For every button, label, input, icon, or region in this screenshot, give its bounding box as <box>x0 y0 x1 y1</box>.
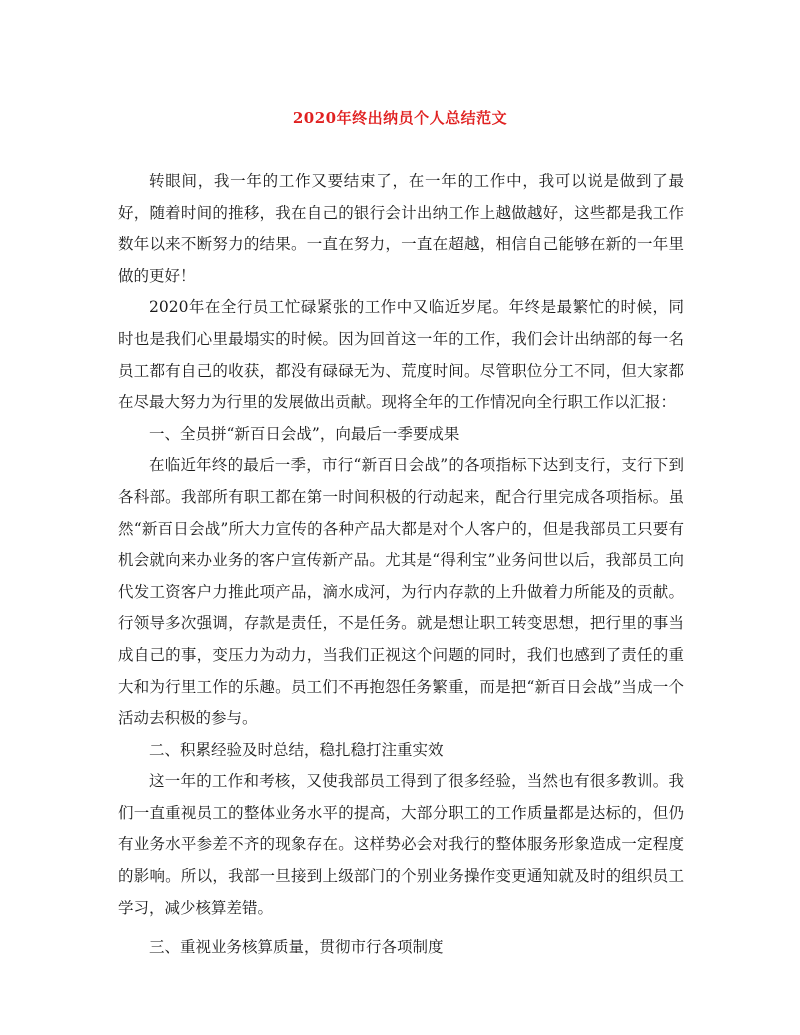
overview-paragraph: 2020年在全行员工忙碌紧张的工作中又临近岁尾。年终是最繁忙的时候，同时也是我们心里最塌实的时候。因为回首这一年的工作，我们会计出纳部的每一名员工都有自己的收获，都没有碌碌无为、荒度时间。尽管职位分工不同，但大家都在尽最大努力为行里的发展做出贡献。现将全年的工作情况向全行职工作以汇报： <box>118 298 684 412</box>
document-body <box>118 166 684 964</box>
section-1-paragraph: 在临近年终的最后一季，市行“新百日会战”的各项指标下达到支行，支行下到各科部。我部所有职工都在第一时间积极的行动起来，配合行里完成各项指标。虽然“新百日会战”所大力宣传的各种产品大都是对个人客户的，但是我部员工只要有机会就向来办业务的客户宣传新产品。尤其是“得利宝”业务问世以后，我部员工向代发工资客户力推此项产品，滴水成河，为行内存款的上升做着力所能及的贡献。行领导多次强调，存款是责任，不是任务。就是想让职工转变思想，把行里的事当成自己的事，变压力为动力，当我们正视这个问题的同时，我们也感到了责任的重大和为行里工作的乐趣。员工们不再抱怨任务繁重，而是把“新百日会战”当成一个活动去积极的参与。 <box>118 456 684 728</box>
section-heading-3: 三、重视业务核算质量，贯彻市行各项制度 <box>149 938 444 957</box>
document-title: 2020年终出纳员个人总结范文 <box>292 109 508 127</box>
section-heading-2: 二、积累经验及时总结，稳扎稳打注重实效 <box>149 740 444 759</box>
section-heading-1: 一、全员拼“新百日会战”，向最后一季要成果 <box>149 424 460 443</box>
intro-paragraph: 转眼间，我一年的工作又要结束了，在一年的工作中，我可以说是做到了最好，随着时间的推移，我在自己的银行会计出纳工作上越做越好，这些都是我工作数年以来不断努力的结果。一直在努力，一直在超越，相信自己能够在新的一年里做的更好！ <box>118 172 684 285</box>
section-2-paragraph: 这一年的工作和考核，又使我部员工得到了很多经验，当然也有很多教训。我们一直重视员工的整体业务水平的提高，大部分职工的工作质量都是达标的，但仍有业务水平参差不齐的现象存在。这样势必会对我行的整体服务形象造成一定程度的影响。所以，我部一旦接到上级部门的个别业务操作变更通知就及时的组织员工学习，减少核算差错。 <box>118 772 684 917</box>
